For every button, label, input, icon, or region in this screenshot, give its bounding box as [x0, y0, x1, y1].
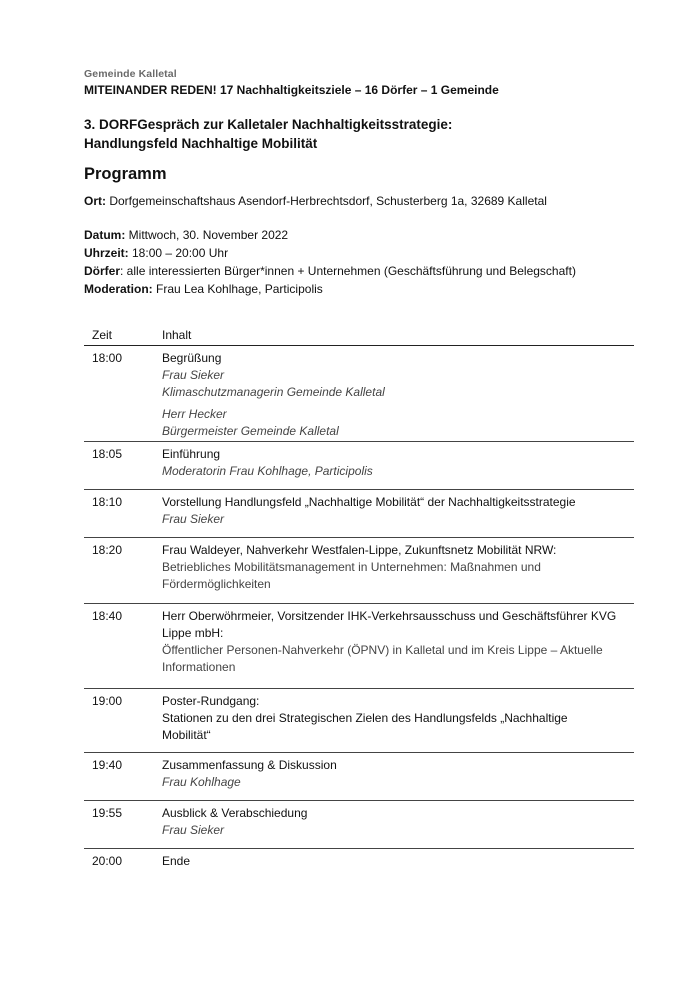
datum-label: Datum:: [84, 228, 126, 242]
organization-name: Gemeinde Kalletal: [84, 68, 177, 80]
row-time: 19:40: [92, 758, 123, 772]
event-title-line-2: Handlungsfeld Nachhaltige Mobilität: [84, 136, 318, 151]
program-row: [84, 346, 634, 442]
program-table-header: [84, 328, 634, 346]
row-time: 18:05: [92, 447, 123, 461]
row-time: 19:55: [92, 806, 123, 820]
row-time: 20:00: [92, 854, 123, 868]
row-content: [162, 542, 634, 603]
column-header-time: Zeit: [92, 328, 113, 342]
program-row: [84, 490, 634, 538]
moderation-value: Frau Lea Kohlhage, Participolis: [152, 282, 323, 296]
row-speaker: Frau Kohlhage: [162, 775, 241, 789]
uhrzeit-label: Uhrzeit:: [84, 246, 129, 260]
row-description: Öffentlicher Personen-Nahverkehr (ÖPNV) in Kalletal und im Kreis Lippe – Aktuelle: [162, 643, 603, 657]
row-content: [162, 853, 634, 879]
program-row: [84, 442, 634, 490]
row-content: [162, 494, 634, 537]
row-content: [162, 608, 634, 688]
moderation-label: Moderation:: [84, 282, 153, 296]
row-content: [162, 757, 634, 800]
row-speaker-role: Bürgermeister Gemeinde Kalletal: [162, 424, 339, 438]
column-header-content: Inhalt: [162, 328, 192, 342]
row-title: Stationen zu den drei Strategischen Zielen des Handlungsfelds „Nachhaltige: [162, 711, 568, 725]
row-content: [162, 805, 634, 848]
ort-label: Ort:: [84, 194, 106, 208]
row-description: Fördermöglichkeiten: [162, 577, 271, 591]
datum-value: Mittwoch, 30. November 2022: [125, 228, 289, 242]
row-time: 18:40: [92, 609, 123, 623]
row-speaker: Frau Sieker: [162, 823, 225, 837]
row-time: 18:20: [92, 543, 123, 557]
row-title: Mobilität“: [162, 728, 211, 742]
row-title: Zusammenfassung & Diskussion: [162, 758, 337, 772]
row-title: Ausblick & Verabschiedung: [162, 806, 308, 820]
doerfer-value: : alle interessierten Bürger*innen + Unternehmen (Geschäftsführung und Belegschaft): [120, 264, 576, 278]
tagline: MITEINANDER REDEN! 17 Nachhaltigkeitsziele – 16 Dörfer – 1 Gemeinde: [84, 83, 499, 97]
row-title: Vorstellung Handlungsfeld „Nachhaltige Mobilität“ der Nachhaltigkeitsstrategie: [162, 495, 576, 509]
row-speaker: Frau Sieker: [162, 368, 225, 382]
program-row: [84, 849, 634, 879]
info-datum: [84, 226, 634, 244]
row-time: 19:00: [92, 694, 123, 708]
row-content: [162, 446, 634, 489]
row-title: Begrüßung: [162, 351, 222, 365]
ort-value: Dorfgemeinschaftshaus Asendorf-Herbrechtsdorf, Schusterberg 1a, 32689 Kalletal: [106, 194, 547, 208]
row-speaker: Herr Hecker: [162, 407, 227, 421]
row-time: 18:00: [92, 351, 123, 365]
row-speaker: Moderatorin Frau Kohlhage, Participolis: [162, 464, 373, 478]
program-row: [84, 801, 634, 849]
row-content: [162, 693, 634, 752]
row-speaker: Frau Sieker: [162, 512, 225, 526]
program-row: [84, 604, 634, 689]
info-doerfer: [84, 262, 634, 280]
row-time: 18:10: [92, 495, 123, 509]
row-title: Einführung: [162, 447, 221, 461]
row-title: Ende: [162, 854, 191, 868]
event-title-line-1: 3. DORFGespräch zur Kalletaler Nachhaltigkeitsstrategie:: [84, 117, 453, 132]
program-table: [84, 328, 634, 879]
row-title: Herr Oberwöhrmeier, Vorsitzender IHK-Verkehrsausschuss und Geschäftsführer KVG: [162, 609, 617, 623]
row-content: [162, 350, 634, 441]
row-description: Informationen: [162, 660, 236, 674]
info-uhrzeit: [84, 244, 634, 262]
row-description: Betriebliches Mobilitätsmanagement in Unternehmen: Maßnahmen und: [162, 560, 541, 574]
info-moderation: [84, 280, 634, 298]
info-ort: [84, 192, 634, 210]
row-title: Frau Waldeyer, Nahverkehr Westfalen-Lippe, Zukunftsnetz Mobilität NRW:: [162, 543, 557, 557]
doerfer-label: Dörfer: [84, 264, 121, 278]
section-heading: Programm: [84, 165, 167, 183]
row-speaker-role: Klimaschutzmanagerin Gemeinde Kalletal: [162, 385, 385, 399]
row-title: Poster-Rundgang:: [162, 694, 260, 708]
uhrzeit-value: 18:00 – 20:00 Uhr: [128, 246, 229, 260]
event-title: [84, 115, 634, 153]
program-row: [84, 689, 634, 753]
row-title: Lippe mbH:: [162, 626, 224, 640]
program-row: [84, 753, 634, 801]
program-row: [84, 538, 634, 604]
document-page: [84, 68, 634, 298]
